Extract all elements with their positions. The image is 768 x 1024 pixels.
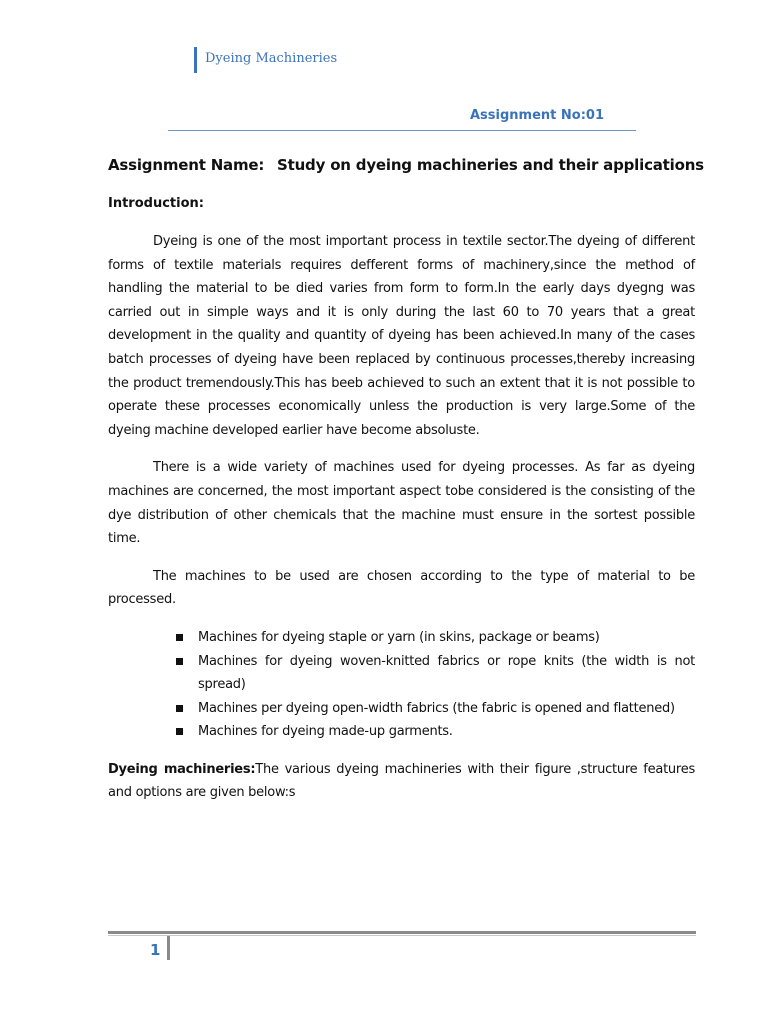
paragraph-3: The machines to be used are chosen according to the type of material to be processed. (108, 568, 695, 608)
header-title: Dyeing Machineries (205, 51, 338, 66)
list-item (198, 697, 695, 721)
assignment-name-label: Assignment Name: (108, 156, 265, 174)
footer-rule-shadow (108, 935, 696, 936)
footer-rule (108, 931, 696, 934)
list-item-text: Machines for dyeing woven-knitted fabrics or rope knits (the width is not spread) (198, 653, 695, 693)
assignment-name-value: Study on dyeing machineries and their applications (277, 156, 704, 174)
header-accent-bar (194, 47, 197, 73)
dyeing-machineries-label: Dyeing machineries: (108, 761, 256, 777)
machine-types-list (108, 626, 695, 744)
list-item-text: Machines per dyeing open-width fabrics (the fabric is opened and flattened) (198, 700, 675, 716)
assignment-number: Assignment No:01 (470, 108, 605, 123)
bullet-square-icon (176, 658, 183, 665)
bullet-square-icon (176, 728, 183, 735)
bullet-square-icon (176, 705, 183, 712)
document-body (108, 230, 695, 805)
page-number: 1 (150, 941, 161, 959)
introduction-heading: Introduction: (108, 196, 204, 211)
list-item (198, 626, 695, 650)
list-item (198, 650, 695, 697)
list-item-text: Machines for dyeing made-up garments. (198, 724, 453, 740)
assignment-name (108, 156, 704, 174)
dyeing-machineries-paragraph (108, 758, 695, 805)
list-item (198, 720, 695, 744)
paragraph-2: There is a wide variety of machines used for dyeing processes. As far as dyeing machines are concerned, the most important aspect tobe considered is the consisting of the dye distribution of other chemicals that the machine must ensure in the sortest possible time. (108, 460, 695, 547)
paragraph-1: Dyeing is one of the most important process in textile sector.The dyeing of different forms of textile materials requires defferent forms of machinery,since the method of handling the material to be died varies from form to form.In the early days dyegng was carried out in simple ways and it is only during the last 60 to 70 years that a great development in the quality and quantity of dyeing has been achieved.In many of the cases batch processes of dyeing have been replaced by continuous processes,thereby increasing the product tremendously.This has beeb achieved to such an extent that it is not possible to operate these processes economically unless the production is very large.Some of the dyeing machine developed earlier have become absoluste. (108, 234, 695, 438)
list-item-text: Machines for dyeing staple or yarn (in skins, package or beams) (198, 629, 600, 645)
dyeing-machineries-text: The various dyeing machineries with their figure ,structure features and options are given below:s (108, 761, 695, 801)
assignment-divider (168, 130, 636, 131)
bullet-square-icon (176, 634, 183, 641)
page-number-bar (167, 936, 170, 960)
